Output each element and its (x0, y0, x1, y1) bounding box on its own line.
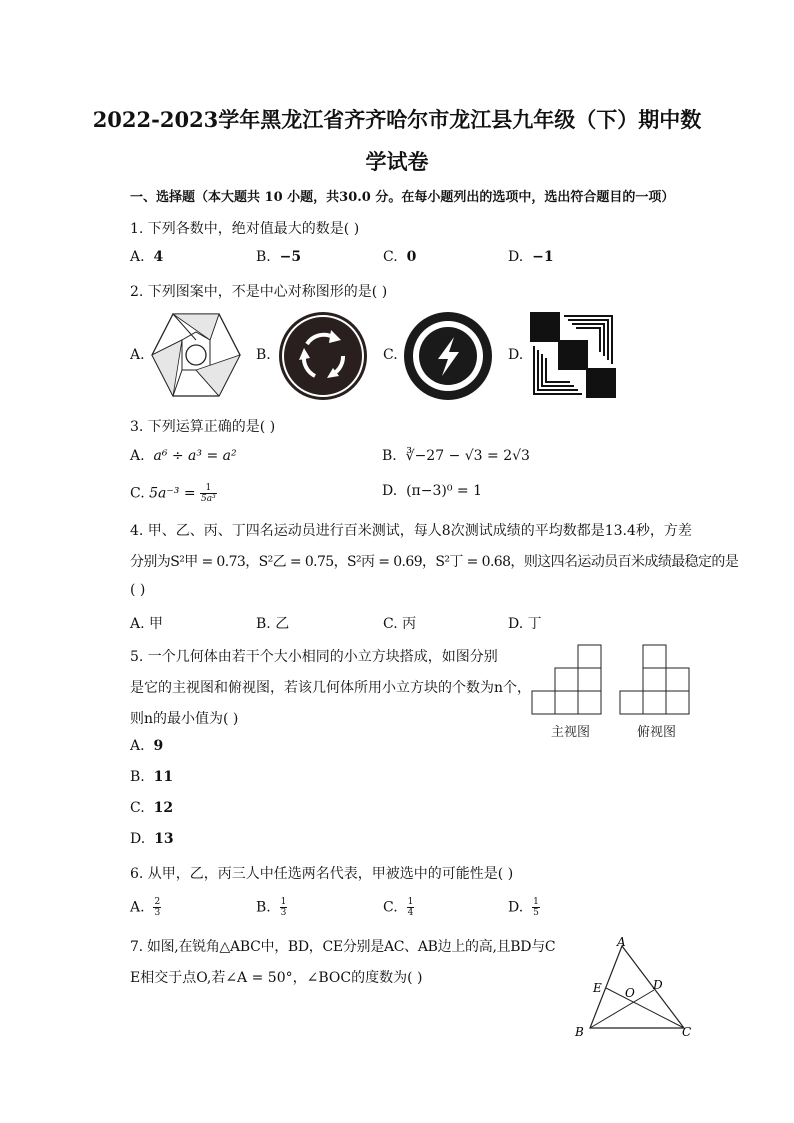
section-header: 一、选择题（本大题共 10 小题，共30.0 分。在每小题列出的选项中，选出符合题目的一项） (130, 190, 675, 205)
q5-line3: 则n的最小值为( ) (130, 711, 239, 727)
q4-line1: 4. 甲、乙、丙、丁四名运动员进行百米测试，每人8次测试成绩的平均数都是13.4秒，方差 (130, 523, 692, 539)
q3-option-d: D. (π−3)⁰ = 1 (382, 483, 483, 499)
q1-option-a: A. 4 (130, 249, 164, 265)
q7-line2: E相交于点O,若∠A = 50°，∠BOC的度数为( ) (130, 970, 423, 986)
q5-line2: 是它的主视图和俯视图，若该几何体所用小立方块的个数为n个， (130, 680, 532, 696)
lightning-bolt-figure (402, 310, 494, 402)
page-title-line2: 学试卷 (365, 149, 429, 174)
top-view-label: 俯视图 (637, 725, 677, 740)
recycle-arrows-figure (277, 310, 369, 402)
q4-line3: ( ) (130, 582, 146, 598)
hexagon-pattern-figure (150, 312, 242, 398)
q1-option-d: D. −1 (508, 249, 554, 265)
q5-line1: 5. 一个几何体由若干个大小相同的小立方块搭成，如图分别 (130, 649, 498, 665)
q2-stem: 2. 下列图案中，不是中心对称图形的是( ) (130, 284, 388, 300)
point-o-label: O (625, 986, 635, 1000)
q5-option-d: D. 13 (130, 831, 174, 847)
q5-option-b: B. 11 (130, 769, 174, 785)
q3-option-a: A. a⁶ ÷ a³ = a² (130, 448, 237, 464)
q3-stem: 3. 下列运算正确的是( ) (130, 419, 276, 435)
q4-option-c: C. 丙 (383, 616, 417, 632)
q1-option-c: C. 0 (383, 249, 417, 265)
page-title-line1: 2022-2023学年黑龙江省齐齐哈尔市龙江县九年级（下）期中数 (92, 107, 702, 132)
q5-option-c: C. 12 (130, 800, 174, 816)
q6-option-a: A. $\frac{2}{3}$ (130, 897, 161, 918)
q6-stem: 6. 从甲，乙，丙三人中任选两名代表，甲被选中的可能性是( ) (130, 866, 514, 882)
squares-stripes-figure (528, 310, 618, 400)
point-b-label: B (575, 1025, 584, 1039)
q7-line1: 7. 如图,在锐角△ABC中，BD，CE分别是AC、AB边上的高,且BD与C (130, 939, 556, 955)
q2-option-b-label: B. (256, 347, 271, 363)
q4-option-d: D. 丁 (508, 616, 542, 632)
q6-option-b: B. $\frac{1}{3}$ (256, 897, 287, 918)
q1-stem: 1. 下列各数中，绝对值最大的数是( ) (130, 221, 360, 237)
q4-option-b: B. 乙 (256, 616, 290, 632)
q2-option-a-label: A. (130, 347, 145, 363)
q3-option-b: B. ∛−27 − √3 = 2√3 (382, 448, 530, 464)
point-a-label: A (617, 935, 626, 949)
front-view-label: 主视图 (551, 725, 591, 740)
q4-line2: 分别为S²甲 = 0.73，S²乙 = 0.75，S²丙 = 0.69，S²丁 = 0.68，则这四名运动员百米成绩最稳定的是 (130, 554, 739, 570)
q3-option-c: C. 5a⁻³ = $\frac{1}{\text{5a³}}$ (130, 483, 216, 504)
q6-option-c: C. $\frac{1}{4}$ (383, 897, 414, 918)
q6-option-d: D. $\frac{1}{5}$ (508, 897, 539, 918)
front-view-figure (530, 644, 604, 718)
triangle-figure (572, 934, 696, 1040)
q1-option-b: B. −5 (256, 249, 302, 265)
top-view-figure (618, 644, 692, 718)
q2-option-c-label: C. (383, 347, 398, 363)
q4-option-a: A. 甲 (130, 616, 164, 632)
point-d-label: D (653, 978, 663, 992)
point-e-label: E (593, 981, 602, 995)
q5-option-a: A. 9 (130, 738, 164, 754)
q2-option-d-label: D. (508, 347, 524, 363)
point-c-label: C (682, 1025, 692, 1039)
